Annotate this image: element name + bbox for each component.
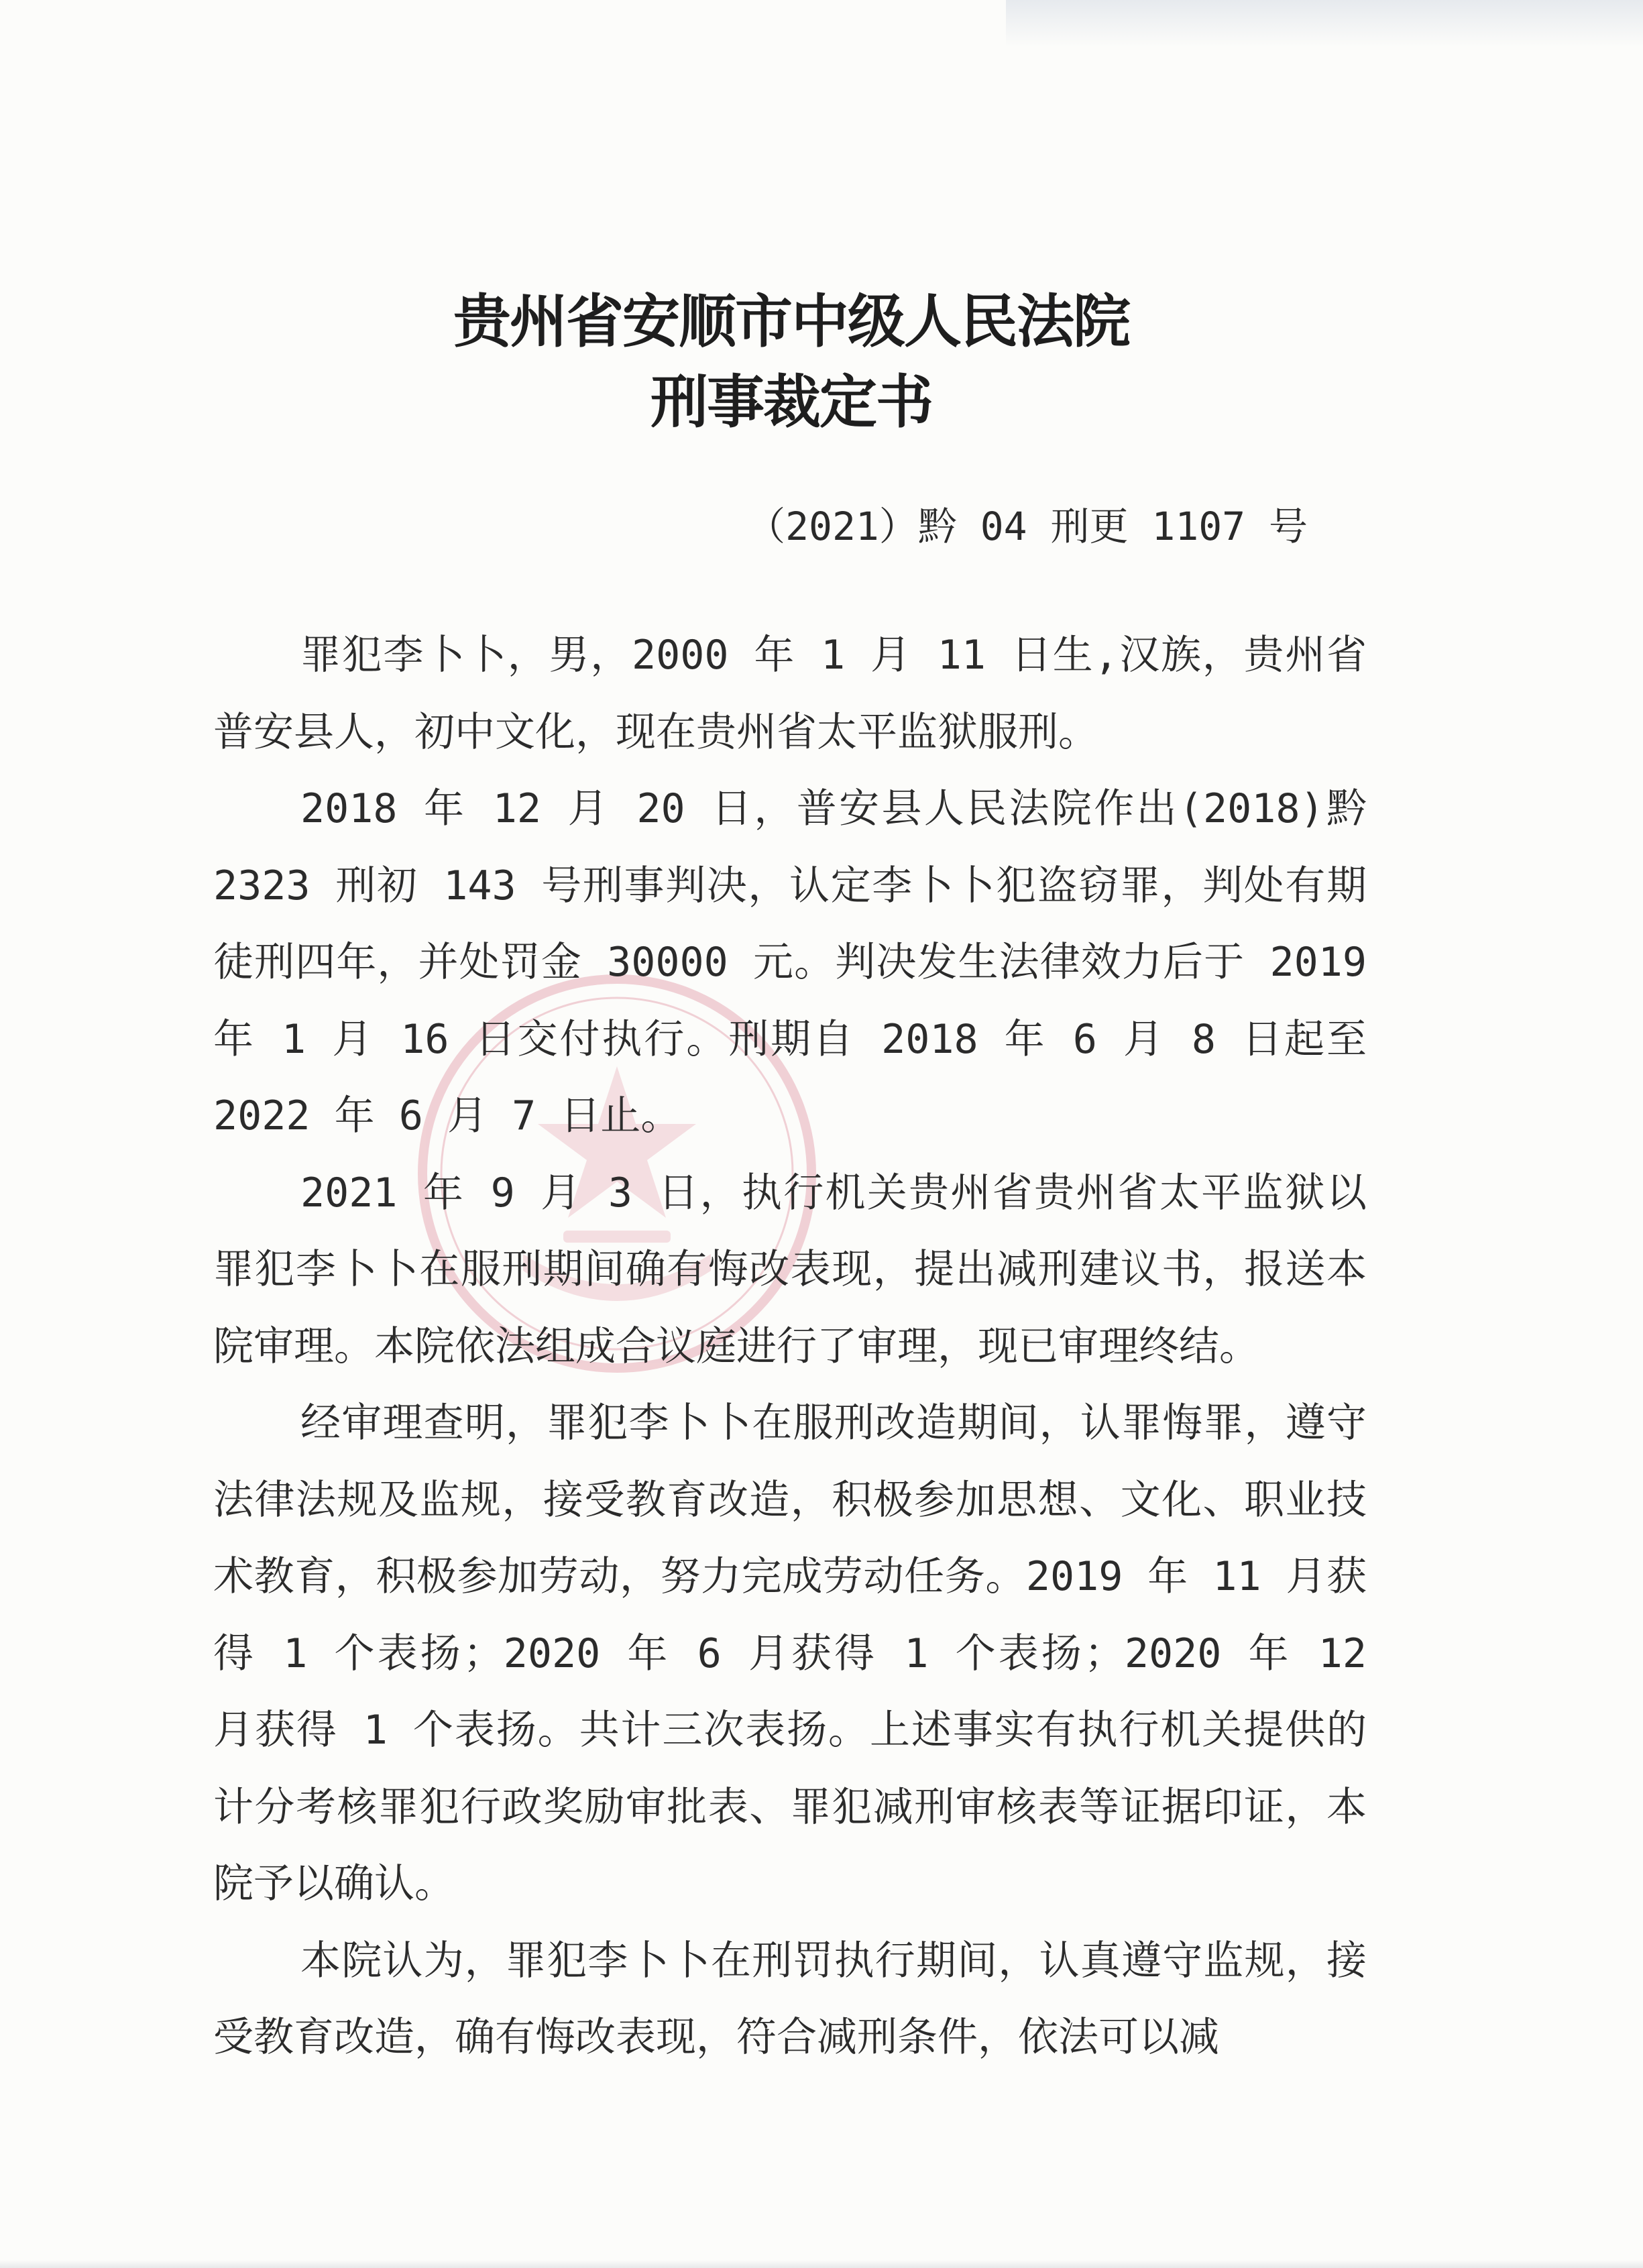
paragraph-defendant-info: 罪犯李卜卜，男，2000 年 1 月 11 日生,汉族，贵州省普安县人，初中文化，现在贵州省太平监狱服刑。: [213, 632, 1367, 756]
scan-shadow-bottom: [0, 2260, 1643, 2268]
paragraph-court-opinion: 本院认为，罪犯李卜卜在刑罚执行期间，认真遵守监规，接受教育改造，确有悔改表现，符合减刑条件，依法可以减: [213, 1937, 1367, 2061]
paragraph-commutation-proposal: 2021 年 9 月 3 日，执行机关贵州省贵州省太平监狱以罪犯李卜卜在服刑期间确有悔改表现，提出减刑建议书，报送本院审理。本院依法组成合议庭进行了审理，现已审理终结。: [213, 1169, 1367, 1370]
case-number: （2021）黔 04 刑更 1107 号: [746, 504, 1308, 549]
document-type-title: 刑事裁定书: [650, 368, 932, 436]
title-block: [0, 282, 1583, 443]
paragraph-findings: 经审理查明，罪犯李卜卜在服刑改造期间，认罪悔罪，遵守法律法规及监规，接受教育改造，积极参加思想、文化、职业技术教育，积极参加劳动，努力完成劳动任务。2019 年 11 月获得 1 个表扬；2020 年 6 月获得 1 个表扬；2020 年 12 月获得 1 个表扬。共计三次表扬。上述事实有执行机关提供的计分考核罪犯行政奖励审批表、罪犯减刑审核表等证据印证，本院予以确认。: [213, 1400, 1367, 1907]
scan-shadow-top: [1006, 0, 1643, 47]
ruling-body: [213, 617, 1367, 2076]
paragraph-original-judgment: 2018 年 12 月 20 日，普安县人民法院作出(2018)黔 2323 刑初 143 号刑事判决，认定李卜卜犯盗窃罪，判处有期徒刑四年，并处罚金 30000 元。判决发生法律效力后于 2019 年 1 月 16 日交付执行。刑期自 2018 年 6 月 8 日起至 2022 年 6 月 7 日止。: [213, 785, 1367, 1139]
court-name-title: 贵州省安顺市中级人民法院: [453, 288, 1129, 355]
